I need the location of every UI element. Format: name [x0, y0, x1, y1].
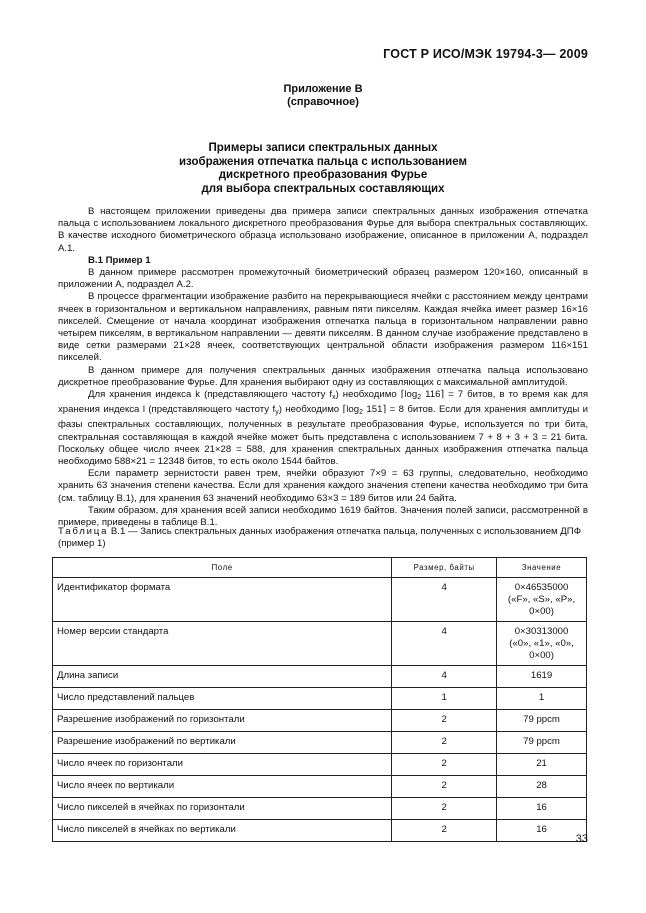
- cell-value: 21: [497, 754, 587, 776]
- paragraph-index-storage: [58, 389, 588, 468]
- p5-sub-y: y: [275, 409, 279, 417]
- p5-part-a: Для хранения индекса k (представляющего частоту f: [88, 389, 333, 401]
- p5-part-e: 151⌉ = 8 битов. Если для хранения амплитуды и фазы спектральных составляющих, полученных в результате преобразования Фурье, используется по три бита, спектральная составляющая в каждой ячейке может быть представлена с использованием 7 + 8 + 3 + 3 = 21 бита. Поскольку общее число ячеек 21×28 = 588, для хранения спектральных данных изображения отпечатка пальца необходимо 588×21 = 12348 битов, то есть около 1544 байтов.: [58, 404, 588, 468]
- table-row: [53, 754, 587, 776]
- cell-field: Номер версии стандарта: [53, 622, 392, 666]
- title-line-3: дискретного преобразования Фурье: [218, 169, 428, 181]
- table-row: [53, 578, 587, 622]
- value-line: 0×00): [529, 650, 554, 661]
- p5-sub-2a: 2: [417, 394, 422, 402]
- paragraph-granularity: Если параметр зернистости равен трем, ячейки образуют 7×9 = 63 группы, следовательно, необходимо хранить 63 значения степени качества. Если для хранения каждого значения степени качества необходимо три бита (см. таблицу В.1), для хранения 63 значений необходимо 63×3 = 189 битов или 24 байта.: [58, 468, 588, 504]
- appendix-label: Приложение В: [283, 83, 363, 95]
- section-heading-b1: В.1 Пример 1: [88, 254, 151, 266]
- cell-size: 4: [392, 578, 497, 622]
- title-line-4: для выбора спектральных составляющих: [201, 182, 445, 195]
- table-caption: [58, 526, 588, 550]
- cell-size: 2: [392, 820, 497, 842]
- cell-value: 16: [497, 798, 587, 820]
- paragraph-dft: В данном примере для получения спектральных данных изображения отпечатка пальца использовано дискретное преобразование Фурье. Для хранения выбирают одну из составляющих с максимальной амплитудой.: [58, 364, 588, 388]
- paragraph-intro: В настоящем приложении приведены два примера записи спектральных данных изображения отпечатка пальца с использованием локального дискретного преобразования Фурье для выбора спектральных составляющих. В качестве исходного биометрического образца использовано изображение, описанное в приложении А, подраздел А.1.: [58, 206, 588, 254]
- cell-value: 79 ppcm: [497, 732, 587, 754]
- cell-size: 1: [392, 688, 497, 710]
- p5-part-c: 116⌉ = 7 битов, в то время как для хранения индекса l (представляющего частоту f: [58, 389, 589, 416]
- cell-size: 2: [392, 798, 497, 820]
- p5-part-b: ) необходимо ⌈log: [335, 389, 418, 401]
- cell-value: [497, 622, 587, 666]
- value-line: 0×46535000: [514, 582, 569, 593]
- cell-size: 2: [392, 776, 497, 798]
- cell-field: Число представлений пальцев: [53, 688, 392, 710]
- cell-value: 79 ppcm: [497, 710, 587, 732]
- title-line-2: изображения отпечатка пальца с использованием: [178, 155, 467, 168]
- p5-sub-2b: 2: [359, 409, 364, 417]
- cell-value: 28: [497, 776, 587, 798]
- table-caption-label: Таблица: [58, 526, 109, 537]
- cell-value: 1: [497, 688, 587, 710]
- paragraph-sample: В данном примере рассмотрен промежуточный биометрический образец размером 120×160, описанный в приложении А, подраздел А.2.: [58, 267, 588, 291]
- value-line: 0×00): [529, 606, 554, 617]
- appendix-title: [0, 142, 646, 196]
- cell-field: Длина записи: [53, 666, 392, 688]
- table-row: [53, 820, 587, 842]
- value-line: («0», «1», «0»,: [509, 638, 574, 649]
- table-row: [53, 776, 587, 798]
- record-table: [52, 557, 587, 842]
- table-row: [53, 798, 587, 820]
- appendix-heading: [0, 83, 646, 109]
- table-row: [53, 622, 587, 666]
- table-row: [53, 732, 587, 754]
- paragraph-fragmentation: В процессе фрагментации изображение разбито на перекрывающиеся ячейки с расстоянием между центрами ячеек в горизонтальном и вертикальном направлениях, равным пяти пикселям. Каждая ячейка имеет размер 16×16 пикселей. Смещение от начала координат изображения отпечатка пальца в горизонтальном направлении равно четырем пикселям, в вертикальном направлении — девяти пикселям. В данном случае изображение представлено в виде сетки размерами 21×28 ячеек, соответствующих центральной области изображения размером 116×151 пикселей.: [58, 291, 588, 364]
- cell-size: 4: [392, 622, 497, 666]
- value-line: 0×30313000: [514, 626, 569, 637]
- p5-part-d: ) необходимо ⌈log: [278, 404, 360, 416]
- table-caption-text: В.1 — Запись спектральных данных изображения отпечатка пальца, полученных с использованием ДПФ (пример 1): [58, 526, 581, 550]
- document-header: ГОСТ Р ИСО/МЭК 19794-3— 2009: [383, 47, 588, 61]
- value-line: («F», «S», «P»,: [507, 594, 576, 605]
- body-text: [58, 206, 588, 529]
- cell-field: Число пикселей в ячейках по вертикали: [53, 820, 392, 842]
- cell-size: 2: [392, 732, 497, 754]
- cell-field: Число ячеек по горизонтали: [53, 754, 392, 776]
- table-header-row: [53, 558, 587, 578]
- header-value: Значение: [497, 558, 587, 578]
- page-number: 33: [575, 833, 588, 845]
- header-field: Поле: [53, 558, 392, 578]
- cell-field: Число пикселей в ячейках по горизонтали: [53, 798, 392, 820]
- table-row: [53, 688, 587, 710]
- cell-value: [497, 578, 587, 622]
- title-line-1: Примеры записи спектральных данных: [208, 142, 438, 154]
- p5-sub-x: x: [332, 394, 336, 402]
- cell-value: 1619: [497, 666, 587, 688]
- cell-size: 2: [392, 754, 497, 776]
- cell-field: Разрешение изображений по вертикали: [53, 732, 392, 754]
- cell-size: 4: [392, 666, 497, 688]
- table-row: [53, 666, 587, 688]
- cell-size: 2: [392, 710, 497, 732]
- cell-field: Идентификатор формата: [53, 578, 392, 622]
- appendix-type: (справочное): [287, 96, 359, 108]
- table-row: [53, 710, 587, 732]
- cell-field: Число ячеек по вертикали: [53, 776, 392, 798]
- cell-field: Разрешение изображений по горизонтали: [53, 710, 392, 732]
- header-size: Размер, байты: [392, 558, 497, 578]
- paragraph-total: Таким образом, для хранения всей записи необходимо 1619 байтов. Значения полей записи, рассмотренной в примере, приведены в таблице В.1.: [58, 504, 588, 529]
- cell-value: 16: [497, 820, 587, 842]
